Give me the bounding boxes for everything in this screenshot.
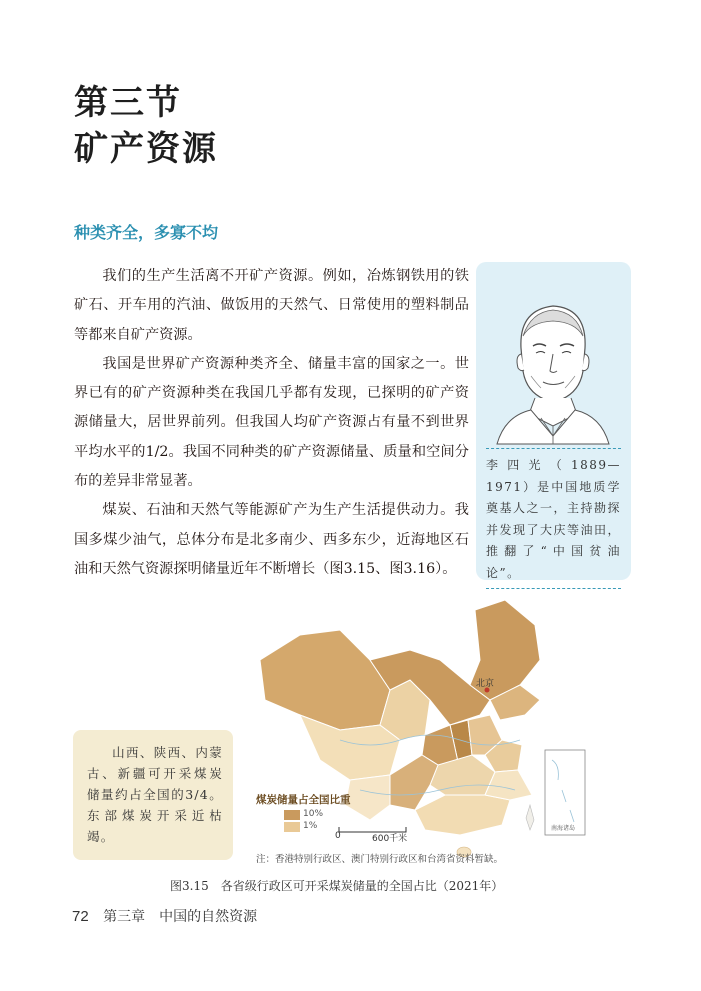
page-number: 72 <box>72 908 89 925</box>
coal-note-sidebar <box>73 730 233 860</box>
inset-label: 南海诸岛 <box>551 826 576 832</box>
body-text <box>74 262 469 584</box>
legend-swatch-low <box>284 822 300 832</box>
legend-label-high: 10% <box>303 809 324 819</box>
coal-note-text: 山西、陕西、内蒙古、新疆可开采煤炭储量约占全国的3/4。东部煤炭开采近枯竭。 <box>87 745 223 844</box>
subheading: 种类齐全，多寡不均 <box>74 223 219 242</box>
scale-zero: 0 <box>335 831 341 841</box>
legend-swatch-high <box>284 810 300 820</box>
page-footer <box>72 906 257 926</box>
paragraph: 我国是世界矿产资源种类齐全、储量丰富的国家之一。世界已有的矿产资源种类在我国几乎都有发现，已探明的矿产资源储量大，居世界前列。但我国人均矿产资源占有量不到世界平均水平的1/2。我国不同种类的矿产资源储量、质量和空间分布的差异非常显著。 <box>74 355 469 490</box>
section-number: 第三节 <box>74 83 182 123</box>
section-title <box>74 80 218 172</box>
legend-title: 煤炭储量占全国比重 <box>256 794 351 806</box>
figure-caption: 图3.15 各省级行政区可开采煤炭储量的全国占比（2021年） <box>170 879 504 893</box>
chapter-title: 第三章 中国的自然资源 <box>103 909 258 925</box>
capital-marker <box>485 688 490 693</box>
legend-label-low: 1% <box>303 821 318 831</box>
biography-sidebar <box>476 262 631 580</box>
paragraph: 煤炭、石油和天然气等能源矿产为生产生活提供动力。我国多煤少油气，总体分布是北多南少、西多东少，近海地区石油和天然气资源探明储量近年不断增长（图3.15、图3.16）。 <box>74 502 469 577</box>
portrait-illustration <box>491 276 616 446</box>
biography-text: 李四光（1889—1971）是中国地质学奠基人之一，主持勘探并发现了大庆等油田，推翻了“中国贫油论”。 <box>486 458 622 580</box>
paragraph: 我们的生产生活离不开矿产资源。例如，冶炼钢铁用的铁矿石、开车用的汽油、做饭用的天然气、日常使用的塑料制品等都来自矿产资源。 <box>74 268 469 343</box>
map-note: 注：香港特别行政区、澳门特别行政区和台湾省资料暂缺。 <box>256 854 504 865</box>
section-name: 矿产资源 <box>74 129 218 169</box>
scale-label: 600千米 <box>372 834 408 844</box>
biography-box <box>486 448 621 589</box>
city-label: 北京 <box>476 678 495 688</box>
